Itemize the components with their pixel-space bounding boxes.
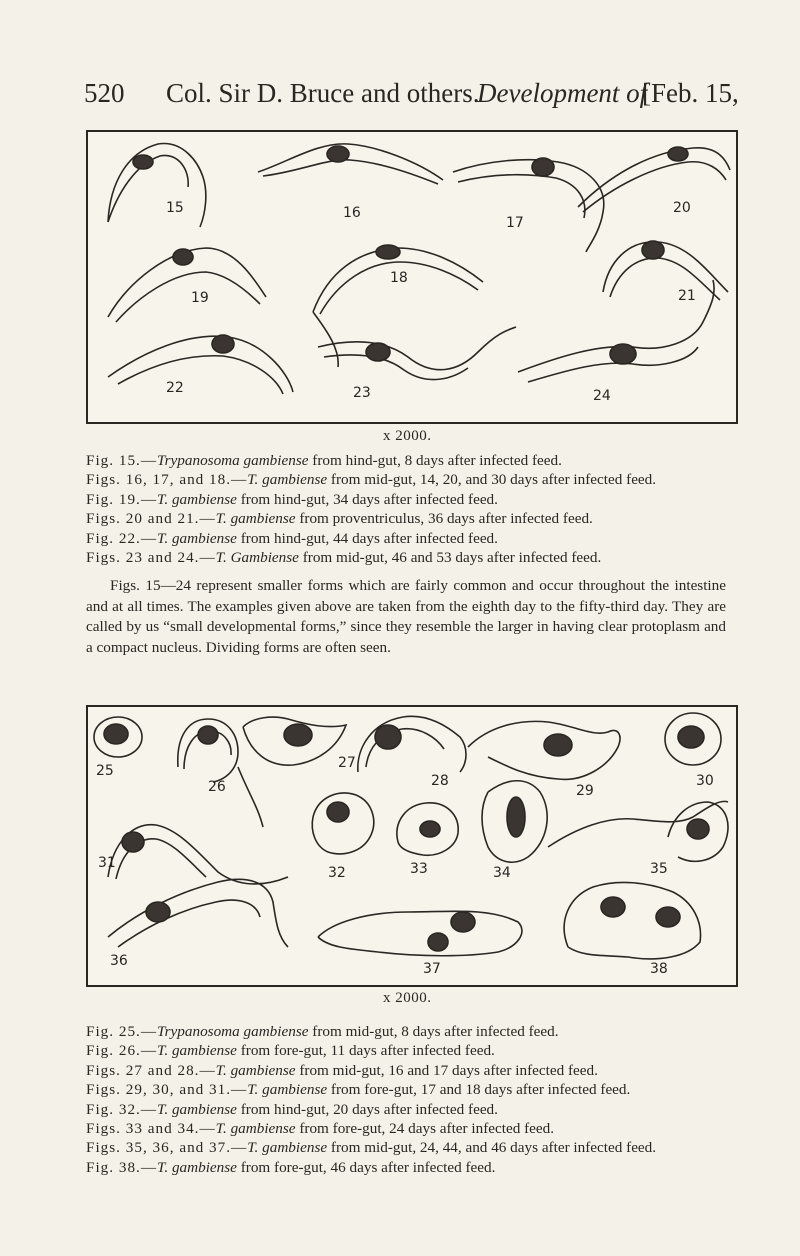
caption-line: Fig. 19.—T. gambiense from hind-gut, 34 days after infected feed.	[86, 490, 498, 508]
caption-line: Figs. 20 and 21.—T. gambiense from proventriculus, 36 days after infected feed.	[86, 510, 593, 528]
fig-label-35: 35	[650, 861, 668, 877]
caption-line: Figs. 33 and 34.—T. gambiense from fore-gut, 24 days after infected feed.	[86, 1120, 555, 1138]
caption-line: Fig. 22.—T. gambiense from hind-gut, 44 days after infected feed.	[86, 529, 498, 547]
caption-line: Fig. 15.—Trypanosoma gambiense from hind-gut, 8 days after infected feed.	[86, 452, 562, 469]
header-date: [Feb. 15,	[642, 78, 739, 108]
fig-label-32: 32	[328, 865, 346, 881]
trypanosome-22	[108, 336, 293, 394]
trypanosome-29	[468, 721, 620, 779]
fig-label-26: 26	[208, 779, 226, 795]
captions-plate-2	[86, 1022, 656, 1177]
caption-line: Fig. 38.—T. gambiense from fore-gut, 46 days after infected feed.	[86, 1158, 496, 1176]
fig-label-22: 22	[166, 380, 184, 396]
fig-label-29: 29	[576, 783, 594, 799]
trypanosome-18	[313, 248, 483, 367]
fig-label-30: 30	[696, 773, 714, 789]
caption-line: Figs. 27 and 28.—T. gambiense from mid-gut, 16 and 17 days after infected feed.	[86, 1061, 598, 1079]
trypanosome-23	[318, 327, 516, 380]
fig-label-23: 23	[353, 385, 371, 401]
trypanosome-17	[453, 160, 604, 252]
caption-line: Figs. 35, 36, and 37.—T. gambiense from mid-gut, 24, 44, and 46 days after infected feed.	[86, 1139, 657, 1157]
caption-line: Figs. 29, 30, and 31.—T. gambiense from fore-gut, 17 and 18 days after infected feed.	[86, 1081, 631, 1099]
trypanosome-36	[108, 879, 288, 947]
fig-label-15: 15	[166, 200, 184, 216]
fig-label-27: 27	[338, 755, 356, 771]
body-paragraph: Figs. 15—24 represent smaller forms which are fairly common and occur throughout the intestine and at all times. The examples given above are taken from the eighth day to the fifty-third day. They are called by us “small developmental forms,” since they resemble the larger in having clear protoplasm and a compact nucleus. Dividing forms are often seen.	[86, 577, 726, 656]
caption-line: Fig. 26.—T. gambiense from fore-gut, 11 days after infected feed.	[86, 1042, 495, 1060]
caption-line: Figs. 23 and 24.—T. Gambiense from mid-gut, 46 and 53 days after infected feed.	[86, 549, 602, 567]
fig-label-37: 37	[423, 961, 441, 977]
header-title: Development of	[477, 78, 648, 108]
caption-line: Fig. 32.—T. gambiense from hind-gut, 20 days after infected feed.	[86, 1100, 498, 1118]
trypanosome-drawings-plate-2	[88, 707, 736, 985]
trypanosome-37	[318, 911, 522, 956]
trypanosome-21	[603, 242, 728, 300]
fig-label-38: 38	[650, 961, 668, 977]
fig-label-28: 28	[431, 773, 449, 789]
trypanosome-15	[108, 144, 206, 227]
fig-label-21: 21	[678, 288, 696, 304]
fig-label-17: 17	[506, 215, 524, 231]
figure-plate-25-38	[86, 705, 738, 987]
fig-label-36: 36	[110, 953, 128, 969]
magnification-plate-2: x 2000.	[383, 990, 432, 1006]
running-header	[0, 78, 800, 118]
fig-label-33: 33	[410, 861, 428, 877]
fig-label-19: 19	[191, 290, 209, 306]
fig-label-34: 34	[493, 865, 511, 881]
fig-label-20: 20	[673, 200, 691, 216]
trypanosome-drawings-plate-1	[88, 132, 736, 422]
trypanosome-16	[258, 144, 443, 184]
header-authors: Col. Sir D. Bruce and others.	[166, 78, 480, 108]
fig-label-25: 25	[96, 763, 114, 779]
fig-label-24: 24	[593, 388, 611, 404]
magnification-plate-1: x 2000.	[383, 428, 432, 444]
fig-label-18: 18	[390, 270, 408, 286]
trypanosome-28	[358, 716, 466, 772]
captions-plate-1	[86, 451, 656, 567]
page-number: 520	[84, 78, 125, 108]
figure-plate-15-24	[86, 130, 738, 424]
fig-label-31: 31	[98, 855, 116, 871]
caption-line: Figs. 16, 17, and 18.—T. gambiense from mid-gut, 14, 20, and 30 days after infected feed.	[86, 471, 657, 489]
fig-label-16: 16	[343, 205, 361, 221]
trypanosome-20	[578, 148, 730, 212]
caption-line: Fig. 25.—Trypanosoma gambiense from mid-gut, 8 days after infected feed.	[86, 1023, 559, 1040]
